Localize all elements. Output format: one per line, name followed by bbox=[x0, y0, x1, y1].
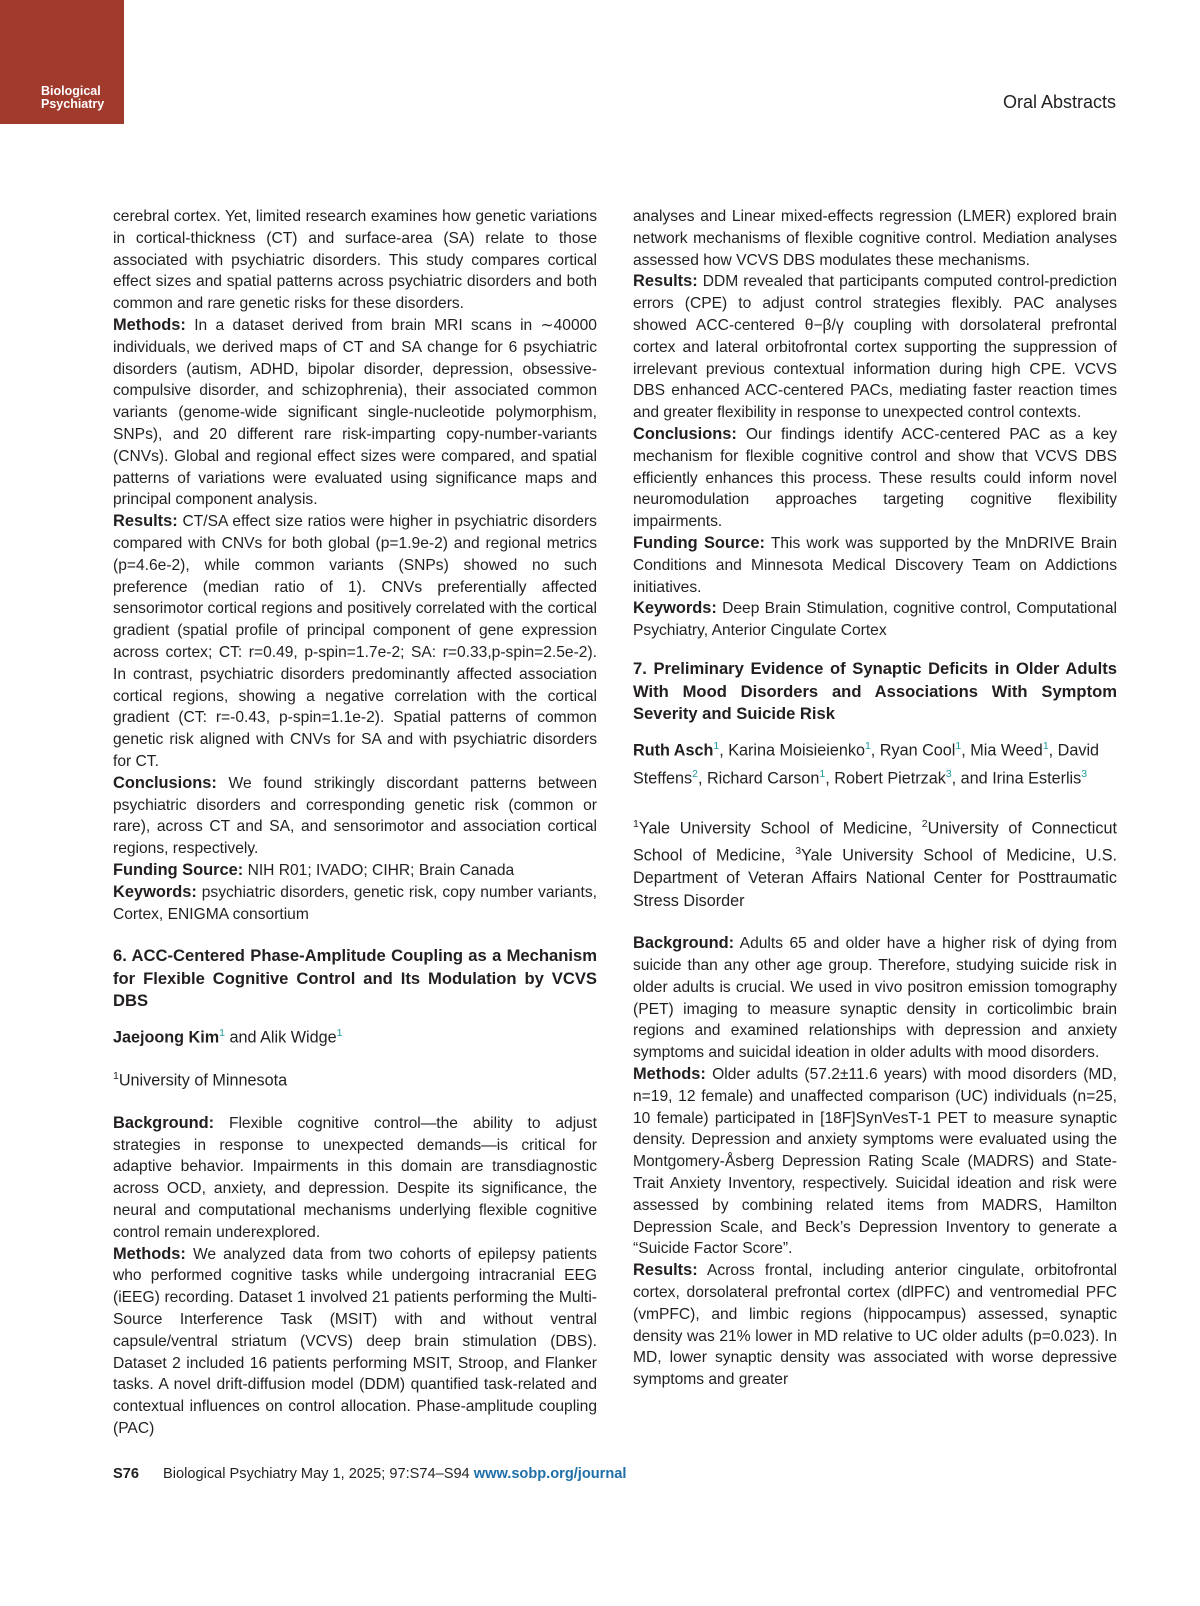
conclusions-paragraph: Conclusions: We found strikingly discordant patterns between psychiatric disorders and corresponding genetic risk (common or rare), across CT and SA, and sensorimotor and association cortical regions, respectively. bbox=[113, 773, 597, 858]
abstract-7-authors: Ruth Asch$^1$, Karina Moisieienko$^1$, Ryan Cool$^1$, Mia Weed$^1$, David Steffens$^2$, Richard Carson$^1$, Robert Pietrzak$^3$, and Irina Esterlis$^3$ bbox=[633, 739, 1100, 788]
abstract-6-background: Background: Flexible cognitive control—the ability to adjust strategies in response to unexpected demands—is critical for adaptive behavior. Impairments in this domain are transdiagnostic across OCD, anxiety, and depression. Despite its significance, the neural and computational mechanisms underlying flexible cognitive control remain underexplored. bbox=[113, 1113, 597, 1241]
intro-paragraph: cerebral cortex. Yet, limited research examines how genetic variations in cortical-thickness (CT) and surface-area (SA) relate to those associated with psychiatric disorders. This study compares cortical effect sizes and spatial patterns across psychiatric disorders and both common and rare genetic risks for these disorders. bbox=[113, 208, 597, 313]
abstract-7-title: 7. Preliminary Evidence of Synaptic Deficits in Older Adults With Mood Disorders and Associations With Symptom Severity and Suicide Risk bbox=[633, 658, 1117, 724]
abstract-6-methods-cont: analyses and Linear mixed-effects regression (LMER) explored brain network mechanisms of flexible cognitive control. Mediation analyses assessed how VCVS DBS modulates these mechanisms. bbox=[633, 208, 1117, 269]
right-column bbox=[633, 206, 1117, 1391]
brand-line-2: Psychiatry bbox=[41, 97, 105, 111]
methods-paragraph: Methods: In a dataset derived from brain MRI scans in ∼40000 individuals, we derived maps of CT and SA change for 6 psychiatric disorders (autism, ADHD, bipolar disorder, depression, obsessive-compulsive disorder, and schizophrenia), their associated common variants (genome-wide significant single-nucleotide polymorphism, SNPs), and 20 different rare risk-imparting copy-number-variants (CNVs). Global and regional effect sizes were compared, and spatial patterns of variations were evaluated using significance maps and principal component analysis. bbox=[113, 315, 597, 509]
results-paragraph: Results: CT/SA effect size ratios were higher in psychiatric disorders compared with CNVs for both global (p=1.9e-2) and regional metrics (p=4.6e-2), while common variants (SNPs) showed no such preference (median ratio of 1). CNVs preferentially affected sensorimotor cortical regions and positively correlated with the cortical gradient (spatial profile of principal component of gene expression across cortex; CT: r=0.49, p-spin=1.7e-2; SA: r=0.33,p-spin=2.5e-2). In contrast, psychiatric disorders predominantly affected association cortical regions, showing a negative correlation with the cortical gradient (CT: r=-0.43, p-spin=1.1e-2). Spatial patterns of common genetic risk aligned with CNVs for SA and with psychiatric disorders for CT. bbox=[113, 512, 597, 770]
abstract-6-funding: Funding Source: This work was supported by the MnDRIVE Brain Conditions and Minnesota Medical Discovery Team on Addictions initiatives. bbox=[633, 533, 1117, 596]
abstract-6-affiliation: $^1$University of Minnesota bbox=[113, 1070, 288, 1090]
citation: Biological Psychiatry May 1, 2025; 97:S74–S94 bbox=[163, 1466, 470, 1482]
abstract-7-results: Results: Across frontal, including anterior cingulate, orbitofrontal cortex, dorsolateral prefrontal cortex (dlPFC) and ventromedial PFC (vmPFC), and limbic regions (hippocampus) assessed, synaptic density was 21% lower in MD relative to UC older adults (p=0.023). In MD, lower synaptic density was associated with worse depressive symptoms and greater bbox=[633, 1261, 1117, 1389]
brand-line-1: Biological bbox=[41, 84, 101, 98]
funding-paragraph: Funding Source: NIH R01; IVADO; CIHR; Brain Canada bbox=[113, 860, 515, 879]
keywords-paragraph: Keywords: psychiatric disorders, genetic risk, copy number variants, Cortex, ENIGMA consortium bbox=[113, 882, 597, 923]
left-column bbox=[113, 206, 597, 1440]
abstract-6-results: Results: DDM revealed that participants computed control-prediction errors (CPE) to adjust control strategies flexibly. PAC analyses showed ACC-centered θ−β/γ coupling with dorsolateral prefrontal cortex and lateral orbitofrontal cortex supporting the suppression of irrelevant previous contextual information during high CPE. VCVS DBS enhanced ACC-centered PACs, mediating faster reaction times and greater flexibility in response to unexpected control contexts. bbox=[633, 272, 1117, 422]
journal-url-link[interactable]: www.sobp.org/journal bbox=[473, 1466, 627, 1482]
abstract-6-keywords: Keywords: Deep Brain Stimulation, cognitive control, Computational Psychiatry, Anterior Cingulate Cortex bbox=[633, 599, 1117, 640]
section-label: Oral Abstracts bbox=[1002, 92, 1116, 112]
abstract-6-authors: Jaejoong Kim$^1$ and Alik Widge$^1$ bbox=[113, 1027, 343, 1047]
abstract-6-conclusions: Conclusions: Our findings identify ACC-centered PAC as a key mechanism for flexible cognitive control and show that VCVS DBS efficiently enhances this process. These results could inform novel neuromodulation approaches targeting cognitive flexibility impairments. bbox=[633, 424, 1117, 531]
abstract-7-affiliations: $^1$Yale University School of Medicine, $^2$University of Connecticut School of Medicine, $^3$Yale University School of Medicine, U.S. Department of Veteran Affairs National Center for Posttraumatic Stress Disorder bbox=[633, 817, 1117, 911]
page-number: S76 bbox=[113, 1466, 139, 1482]
abstract-7-methods: Methods: Older adults (57.2±11.6 years) with mood disorders (MD, n=19, 12 female) and unaffected comparison (UC) individuals (n=25, 10 female) participated in [18F]SynVesT-1 PET to measure synaptic density. Depression and anxiety symptoms were evaluated using the Montgomery-Åsberg Depression Rating Scale (MADRS) and State-Trait Anxiety Inventory, respectively. Suicidal ideation and risk were assessed by combining related items from MADRS, Hamilton Depression Scale, and Beck’s Depression Inventory to generate a “Suicide Factor Score”. bbox=[633, 1065, 1117, 1258]
journal-brand-badge bbox=[0, 0, 124, 124]
page-footer bbox=[113, 1466, 626, 1482]
abstract-6-methods: Methods: We analyzed data from two cohorts of epilepsy patients who performed cognitive tasks while undergoing intracranial EEG (iEEG) recording. Dataset 1 involved 21 patients performing the Multi-Source Interference Task (MSIT) with and without ventral capsule/ventral striatum (VCVS) deep brain stimulation (DBS). Dataset 2 included 16 patients performing MSIT, Stroop, and Flanker tasks. A novel drift-diffusion model (DDM) quantified task-related and contextual influences on control allocation. Phase-amplitude coupling (PAC) bbox=[113, 1244, 597, 1438]
abstract-6-title: 6. ACC-Centered Phase-Amplitude Coupling as a Mechanism for Flexible Cognitive Control and Its Modulation by VCVS DBS bbox=[113, 946, 597, 1011]
abstract-7-background: Background: Adults 65 and older have a higher risk of dying from suicide than any other age group. Therefore, studying suicide risk in older adults is crucial. We used in vivo positron emission tomography (PET) imaging to measure synaptic density in corticolimbic brain regions and examined relationships with depression and anxiety symptoms and suicidal ideation in older adults with mood disorders. bbox=[633, 934, 1117, 1062]
